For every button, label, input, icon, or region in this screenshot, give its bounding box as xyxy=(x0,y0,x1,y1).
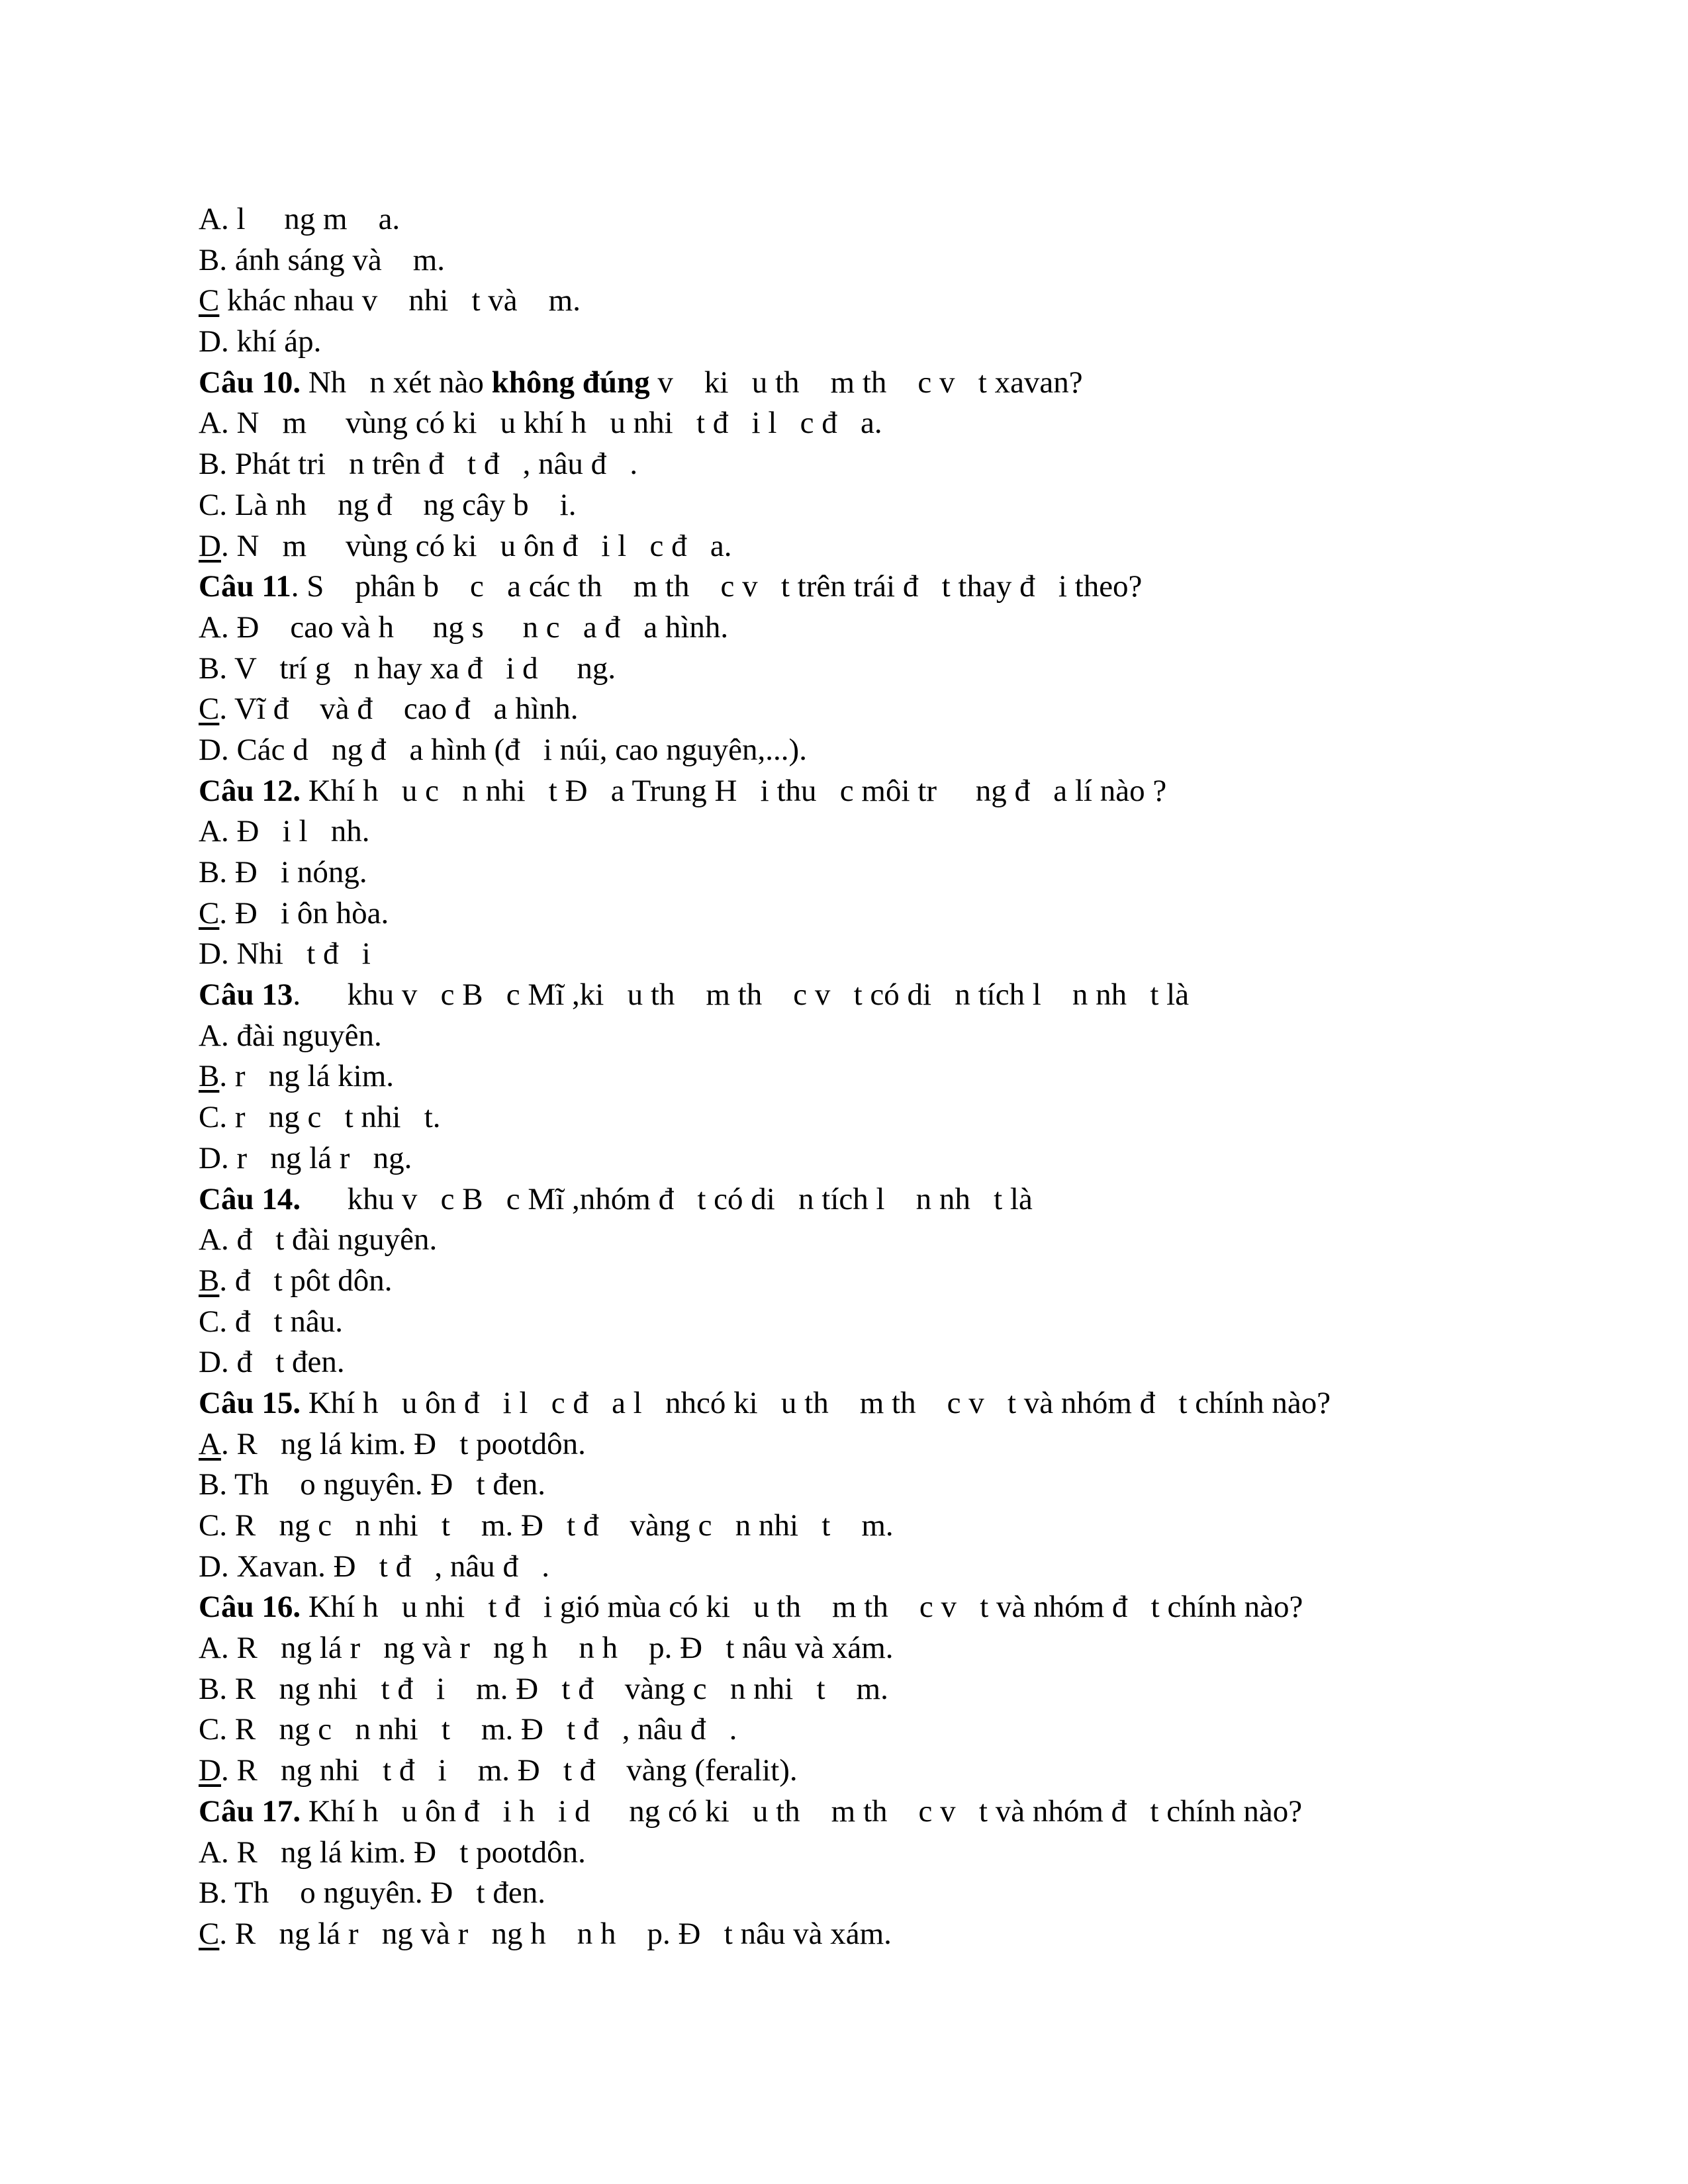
question-text: . S phân b c a các th m th c v t trên trái đ t thay đ i theo? xyxy=(291,569,1143,604)
option-letter: C xyxy=(199,487,220,522)
option-text: . V trí g n hay xa đ i d ng. xyxy=(219,651,616,686)
option-letter: D xyxy=(199,1345,221,1380)
option-letter: A xyxy=(199,1631,221,1666)
answer-option xyxy=(199,1342,1523,1383)
option-text: . R ng lá kim. Đ t pootdôn. xyxy=(220,1835,586,1870)
answer-option xyxy=(199,281,1523,322)
answer-option xyxy=(199,1506,1523,1547)
option-letter: A xyxy=(199,202,221,236)
option-letter: D xyxy=(199,936,221,972)
question-label: Câu 14. xyxy=(199,1181,301,1216)
option-letter: A xyxy=(199,406,221,441)
option-text: . Phát tri n trên đ t đ , nâu đ . xyxy=(219,447,638,482)
option-text: khác nhau v nhi t và m. xyxy=(219,283,581,318)
option-letter: C xyxy=(199,1916,220,1951)
question-line xyxy=(199,363,1523,404)
option-letter: B xyxy=(199,1263,220,1298)
question-line xyxy=(199,567,1523,608)
answer-option xyxy=(199,1302,1523,1343)
answer-option xyxy=(199,934,1523,975)
answer-option xyxy=(199,322,1523,363)
option-letter: B xyxy=(199,1876,220,1911)
answer-option xyxy=(199,811,1523,852)
question-line xyxy=(199,771,1523,812)
question-label: Câu 10. xyxy=(199,365,301,400)
option-letter: B xyxy=(199,651,220,686)
option-text: . Đ cao và h ng s n c a đ a hình. xyxy=(220,610,729,645)
answer-option xyxy=(199,730,1523,771)
question-label: Câu 16. xyxy=(199,1590,301,1625)
option-letter: B xyxy=(199,242,220,277)
answer-option xyxy=(199,199,1523,240)
option-text: . r ng lá r ng. xyxy=(220,1140,412,1175)
option-letter: D xyxy=(199,1549,221,1584)
option-letter: D xyxy=(199,1753,221,1788)
option-letter: A xyxy=(199,814,221,849)
option-text: . Đ i nóng. xyxy=(219,855,367,889)
option-text: . R ng lá r ng và r ng h n h p. Đ t nâu và xám. xyxy=(220,1631,894,1666)
option-letter: A xyxy=(199,1835,221,1870)
option-letter: A xyxy=(199,1018,221,1053)
option-text: . R ng c n nhi t m. Đ t đ vàng c n nhi t m. xyxy=(219,1508,894,1543)
answer-option xyxy=(199,1097,1523,1138)
answer-option xyxy=(199,526,1523,567)
answer-option xyxy=(199,1016,1523,1057)
option-letter: C xyxy=(199,1712,220,1747)
option-text: . Th o nguyên. Đ t đen. xyxy=(219,1467,545,1502)
answer-option xyxy=(199,1669,1523,1710)
answer-option xyxy=(199,1547,1523,1588)
question-text: Khí h u nhi t đ i gió mùa có ki u th m th c v t và nhóm đ t chính nào? xyxy=(301,1590,1303,1625)
option-text: . đài nguyên. xyxy=(220,1018,382,1053)
question-line xyxy=(199,1792,1523,1833)
option-letter: A xyxy=(199,1426,221,1461)
option-letter: C xyxy=(199,692,220,727)
option-text: . r ng c t nhi t. xyxy=(219,1100,441,1135)
option-text: . r ng lá kim. xyxy=(219,1059,395,1094)
answer-option xyxy=(199,1465,1523,1506)
option-text: . l ng m a. xyxy=(220,202,400,236)
option-text: . đ t pôt dôn. xyxy=(219,1263,393,1298)
question-label: Câu 13 xyxy=(199,978,293,1013)
option-text: . Đ i ôn hòa. xyxy=(219,895,389,931)
answer-option xyxy=(199,1914,1523,1955)
option-text: . R ng lá r ng và r ng h n h p. Đ t nâu và xám. xyxy=(219,1916,892,1951)
question-label: Câu 12. xyxy=(199,773,301,808)
option-text: . ánh sáng và m. xyxy=(219,242,445,277)
option-text: . Vĩ đ và đ cao đ a hình. xyxy=(219,692,579,727)
answer-option xyxy=(199,1056,1523,1097)
question-text: Nh n xét nào xyxy=(301,365,492,400)
option-text: . R ng c n nhi t m. Đ t đ , nâu đ . xyxy=(219,1712,737,1747)
answer-option xyxy=(199,403,1523,444)
option-letter: D xyxy=(199,528,221,563)
answer-option xyxy=(199,1628,1523,1669)
answer-option xyxy=(199,893,1523,934)
option-text: . Xavan. Đ t đ , nâu đ . xyxy=(220,1549,549,1584)
option-text: . R ng nhi t đ i m. Đ t đ vàng c n nhi t m. xyxy=(219,1671,888,1706)
answer-option xyxy=(199,1833,1523,1874)
option-letter: B xyxy=(199,855,220,889)
question-label: Câu 15. xyxy=(199,1385,301,1420)
option-text: . đ t nâu. xyxy=(219,1304,344,1339)
question-text-tail: v ki u th m th c v t xavan? xyxy=(649,365,1083,400)
question-text: Khí h u c n nhi t Đ a Trung H i thu c môi tr ng đ a lí nào ? xyxy=(301,773,1167,808)
option-text: . Th o nguyên. Đ t đen. xyxy=(219,1876,545,1911)
answer-option xyxy=(199,240,1523,281)
option-letter: B xyxy=(199,447,220,482)
answer-option xyxy=(199,1424,1523,1465)
option-text: . khí áp. xyxy=(220,324,322,359)
answer-option xyxy=(199,1261,1523,1302)
option-text: . Đ i l nh. xyxy=(220,814,370,849)
question-line xyxy=(199,1587,1523,1628)
quiz-content xyxy=(199,199,1523,1955)
option-text: . Nhi t đ i xyxy=(220,936,371,972)
question-text: . khu v c B c Mĩ ,ki u th m th c v t có di n tích l n nh t là xyxy=(293,978,1190,1013)
question-text: Khí h u ôn đ i h i d ng có ki u th m th c v t và nhóm đ t chính nào? xyxy=(301,1794,1303,1829)
option-letter: C xyxy=(199,1304,220,1339)
option-text: . N m vùng có ki u ôn đ i l c đ a. xyxy=(220,528,732,563)
option-letter: B xyxy=(199,1059,220,1094)
option-letter: A xyxy=(199,1222,221,1257)
option-text: . Là nh ng đ ng cây b i. xyxy=(219,487,577,522)
option-text: . N m vùng có ki u khí h u nhi t đ i l c đ a. xyxy=(220,406,882,441)
answer-option xyxy=(199,1709,1523,1751)
answer-option xyxy=(199,852,1523,893)
option-letter: A xyxy=(199,610,221,645)
option-letter: D xyxy=(199,732,221,767)
option-text: . đ t đen. xyxy=(220,1345,345,1380)
option-text: . R ng lá kim. Đ t pootdôn. xyxy=(220,1426,586,1461)
answer-option xyxy=(199,444,1523,485)
option-letter: B xyxy=(199,1467,220,1502)
question-label: Câu 17. xyxy=(199,1794,301,1829)
option-letter: C xyxy=(199,1508,220,1543)
question-line xyxy=(199,1383,1523,1424)
option-text: . R ng nhi t đ i m. Đ t đ vàng (feralit). xyxy=(220,1753,798,1788)
answer-option xyxy=(199,485,1523,526)
option-letter: C xyxy=(199,1100,220,1135)
option-letter: D xyxy=(199,324,221,359)
option-letter: C xyxy=(199,895,220,931)
question-emphasis: không đúng xyxy=(491,365,650,400)
question-line xyxy=(199,1179,1523,1220)
answer-option xyxy=(199,1751,1523,1792)
answer-option xyxy=(199,649,1523,690)
answer-option xyxy=(199,608,1523,649)
option-text: . đ t đài nguyên. xyxy=(220,1222,438,1257)
option-letter: C xyxy=(199,283,220,318)
question-text: Khí h u ôn đ i l c đ a l nhcó ki u th m th c v t và nhóm đ t chính nào? xyxy=(301,1385,1331,1420)
answer-option xyxy=(199,689,1523,730)
option-letter: D xyxy=(199,1140,221,1175)
question-label: Câu 11 xyxy=(199,569,291,604)
answer-option xyxy=(199,1138,1523,1179)
question-text: khu v c B c Mĩ ,nhóm đ t có di n tích l n nh t là xyxy=(301,1181,1033,1216)
answer-option xyxy=(199,1873,1523,1914)
question-line xyxy=(199,975,1523,1016)
answer-option xyxy=(199,1220,1523,1261)
option-text: . Các d ng đ a hình (đ i núi, cao nguyên,...). xyxy=(220,732,807,767)
option-letter: B xyxy=(199,1671,220,1706)
